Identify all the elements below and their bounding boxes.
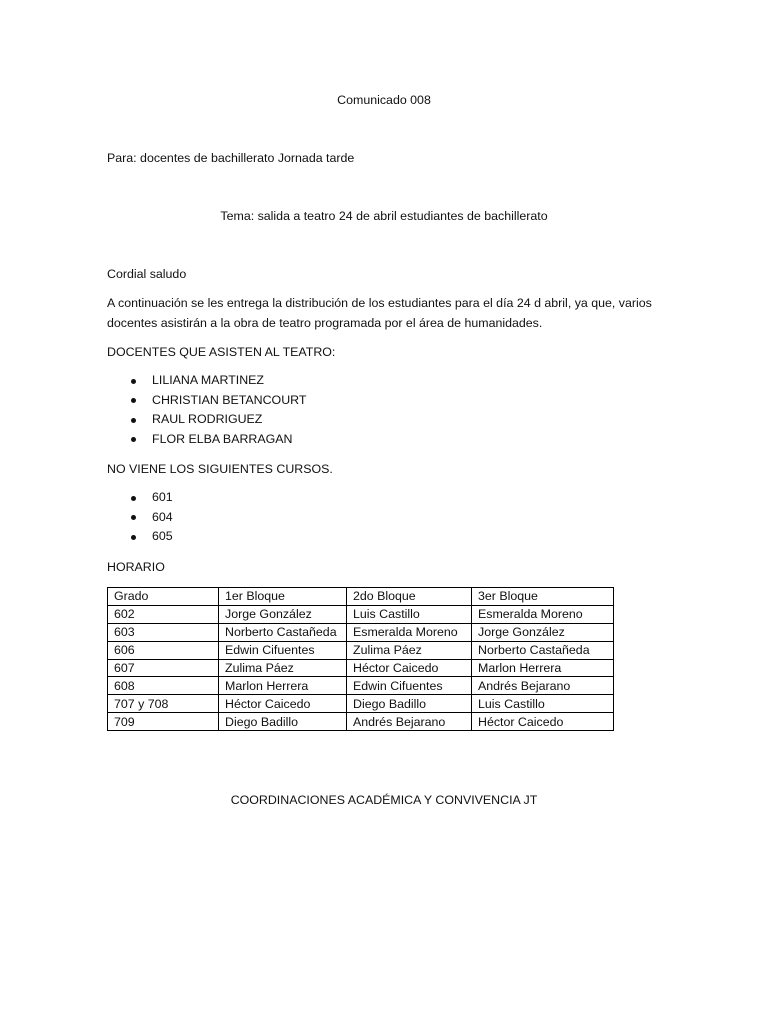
table-cell: Esmeralda Moreno — [347, 623, 472, 641]
table-cell: Norberto Castañeda — [219, 623, 347, 641]
table-cell: Héctor Caicedo — [472, 713, 614, 731]
table-row — [108, 605, 614, 623]
bullet-icon — [131, 379, 136, 384]
table-cell: Marlon Herrera — [219, 677, 347, 695]
list-item — [107, 430, 306, 450]
table-row — [108, 695, 614, 713]
bullet-icon — [131, 535, 136, 540]
table-cell: Luis Castillo — [472, 695, 614, 713]
bullet-icon — [131, 437, 136, 442]
table-cell: Diego Badillo — [219, 713, 347, 731]
teachers-heading: DOCENTES QUE ASISTEN AL TEATRO: — [107, 345, 336, 359]
bullet-icon — [131, 418, 136, 423]
course-code: 604 — [152, 509, 173, 524]
table-cell: 607 — [108, 659, 219, 677]
table-row — [108, 677, 614, 695]
course-code: 601 — [152, 490, 173, 504]
greeting: Cordial saludo — [107, 267, 187, 281]
list-item — [107, 508, 173, 528]
courses-list — [107, 488, 173, 547]
table-cell: Andrés Bejarano — [472, 677, 614, 695]
table-row — [108, 641, 614, 659]
schedule-heading: HORARIO — [107, 560, 165, 574]
table-row — [108, 659, 614, 677]
list-item — [107, 488, 173, 508]
table-cell: Edwin Cifuentes — [347, 677, 472, 695]
table-cell: 709 — [108, 713, 219, 731]
table-cell: Norberto Castañeda — [472, 641, 614, 659]
list-item — [107, 527, 173, 547]
table-row — [108, 713, 614, 731]
teacher-name: FLOR ELBA BARRAGAN — [152, 431, 293, 446]
list-item — [107, 410, 306, 430]
table-cell: 608 — [108, 677, 219, 695]
column-header: 2do Bloque — [347, 588, 472, 606]
table-cell: Diego Badillo — [347, 695, 472, 713]
column-header: 1er Bloque — [219, 588, 347, 606]
table-cell: Esmeralda Moreno — [472, 605, 614, 623]
table-cell: 603 — [108, 623, 219, 641]
table-cell: Zulima Páez — [219, 659, 347, 677]
table-cell: 707 y 708 — [108, 695, 219, 713]
schedule-table — [107, 587, 614, 731]
bullet-icon — [131, 515, 136, 520]
column-header: 3er Bloque — [472, 588, 614, 606]
list-item — [107, 391, 306, 411]
subject-line: Tema: salida a teatro 24 de abril estudiantes de bachillerato — [220, 209, 548, 223]
teacher-name: CHRISTIAN BETANCOURT — [152, 392, 307, 407]
bullet-icon — [131, 496, 136, 501]
teacher-name: RAUL RODRIGUEZ — [152, 412, 263, 426]
teacher-name: LILIANA MARTINEZ — [152, 373, 265, 387]
table-cell: Héctor Caicedo — [219, 695, 347, 713]
table-cell: Jorge González — [219, 605, 347, 623]
table-header-row — [108, 588, 614, 606]
teachers-list — [107, 371, 306, 449]
table-cell: Marlon Herrera — [472, 659, 614, 677]
table-cell: Edwin Cifuentes — [219, 641, 347, 659]
courses-heading: NO VIENE LOS SIGUIENTES CURSOS. — [107, 462, 333, 476]
table-cell: Jorge González — [472, 623, 614, 641]
table-cell: Luis Castillo — [347, 605, 472, 623]
list-item — [107, 371, 306, 391]
table-cell: 606 — [108, 641, 219, 659]
course-code: 605 — [152, 529, 173, 543]
signature-line: COORDINACIONES ACADÉMICA Y CONVIVENCIA JT — [230, 793, 538, 807]
intro-paragraph: A continuación se les entrega la distribución de los estudiantes para el día 24 d abril, ya que, varios docentes asistirán a la obra de teatro programada por el área de humanidades. — [107, 296, 652, 330]
table-cell: Héctor Caicedo — [347, 659, 472, 677]
table-row — [108, 623, 614, 641]
bullet-icon — [131, 398, 136, 403]
document-title: Comunicado 008 — [337, 93, 431, 107]
table-cell: Andrés Bejarano — [347, 713, 472, 731]
table-cell: Zulima Páez — [347, 641, 472, 659]
column-header: Grado — [108, 588, 219, 606]
table-cell: 602 — [108, 605, 219, 623]
recipient-line: Para: docentes de bachillerato Jornada tarde — [107, 151, 355, 165]
